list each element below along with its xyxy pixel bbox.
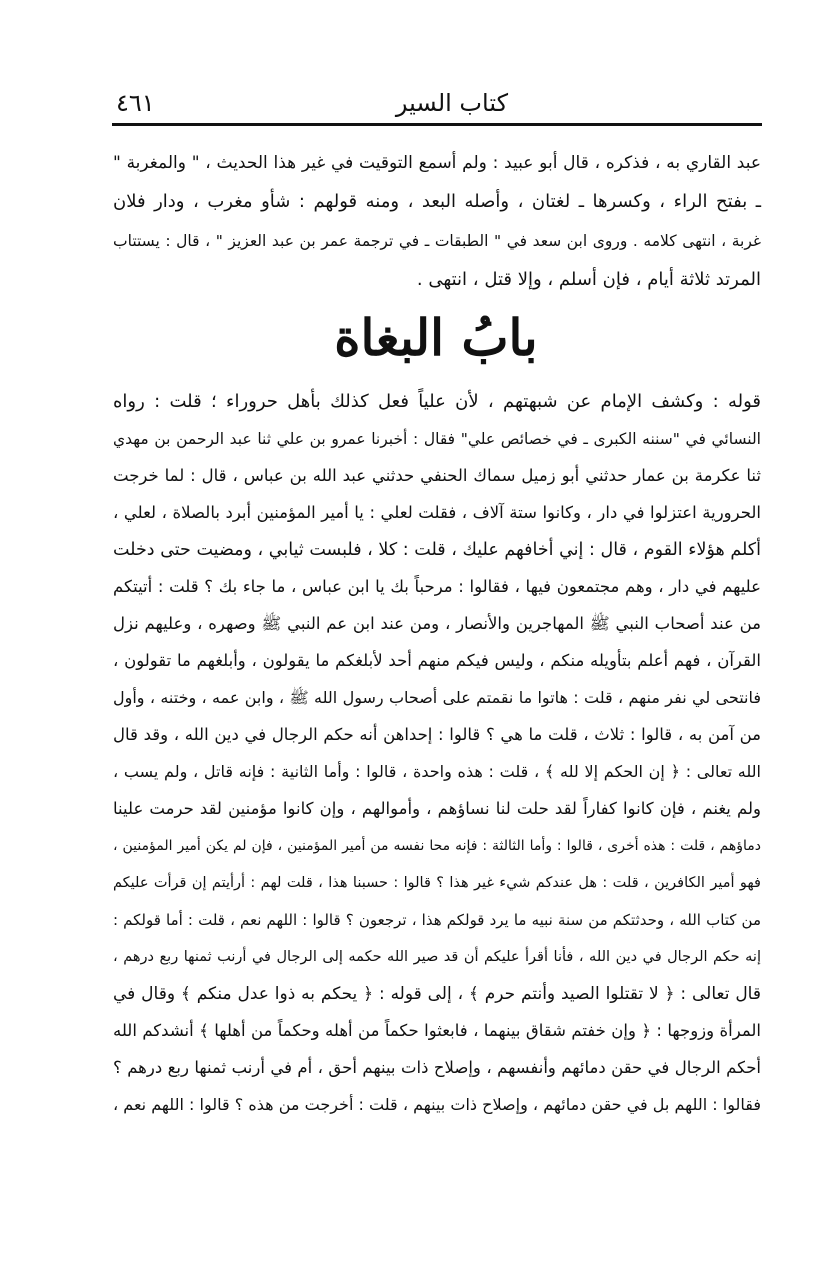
body-line: النسائي في "سننه الكبرى ـ في خصائص علي" فقال : أخبرنا عمرو بن علي ثنا عبد الرحمن بن مهدي <box>113 430 761 448</box>
body-line: إنه حكم الرجال في دين الله ، فأنا أقرأ عليكم أن قد صير الله حكمه إلى الرجال في أرنب ثمنها ربع درهم ، <box>113 949 761 965</box>
intro-line: ـ بفتح الراء ، وكسرها ـ لغتان ، وأصله البعد ، ومنه قولهم : شأو مغرب ، ودار فلان <box>113 191 761 212</box>
body-line: المرأة وزوجها : ﴿ وإن خفتم شقاق بينهما ، فابعثوا حكماً من أهله وحكماً من أهلها ﴾ أنشدكم الله <box>113 1021 761 1040</box>
running-title: كتاب السير <box>395 89 508 117</box>
body-line: الحرورية اعتزلوا في دار ، وكانوا ستة آلاف ، فقلت لعلي : يا أمير المؤمنين أبرد بالصلاة ، لعلي ، <box>113 503 761 522</box>
intro-line: عبد القاري به ، فذكره ، قال أبو عبيد : ولم أسمع التوقيت في غير هذا الحديث ، " والمغربة " <box>113 153 761 173</box>
header-rule <box>112 123 762 126</box>
body-line: القرآن ، فهم أعلم بتأويله منكم ، وليس فيكم منهم أحد لأبلغكم ما يقولون ، وأبلغهم ما تقولون ، <box>113 651 761 670</box>
body-line: عليهم في دار ، وهم مجتمعون فيها ، فقالوا : مرحباً بك يا ابن عباس ، ما جاء بك ؟ قلت : أتيتكم <box>113 577 761 596</box>
body-line: قال تعالى : ﴿ لا تقتلوا الصيد وأنتم حرم ﴾ ، إلى قوله : ﴿ يحكم به ذوا عدل منكم ﴾ وقال في <box>113 984 761 1004</box>
section-title: بابُ البغاة <box>334 308 538 367</box>
body-line: أكلم هؤلاء القوم ، قال : إني أخافهم عليك ، قلت : كلا ، فلبست ثيابي ، ومضيت حتى دخلت <box>113 540 761 560</box>
body-line: ولم يغنم ، فإن كانوا كفاراً لقد حلت لنا نساؤهم ، وأموالهم ، وإن كانوا مؤمنين لقد حرمت علينا <box>113 799 761 818</box>
body-line: الله تعالى : ﴿ إن الحكم إلا لله ﴾ ، قلت : هذه واحدة ، قالوا : وأما الثانية : فإنه قاتل ، ولم يسب ، <box>113 762 761 781</box>
body-line: من آمن به ، قالوا : ثلاث ، قلت ما هي ؟ قالوا : إحداهن أنه حكم الرجال في دين الله ، وقد قال <box>113 725 761 744</box>
intro-line: غربة ، انتهى كلامه . وروى ابن سعد في " الطبقات ـ في ترجمة عمر بن عبد العزيز " ، قال : يستتاب <box>113 232 761 250</box>
body-line: قوله : وكشف الإمام عن شبهتهم ، لأن علياً فعل كذلك بأهل حروراء ؛ قلت : رواه <box>113 391 761 412</box>
body-line: فهو أمير الكافرين ، قلت : هل عندكم شيء غير هذا ؟ قالوا : حسبنا هذا ، قلت لهم : أرأيتم إن قرأت عليكم <box>113 875 761 891</box>
page-header <box>110 86 758 122</box>
intro-line: المرتد ثلاثة أيام ، فإن أسلم ، وإلا قتل ، انتهى . <box>416 269 761 290</box>
body-line: من عند أصحاب النبي ﷺ المهاجرين والأنصار ، ومن عند ابن عم النبي ﷺ وصهره ، وعليهم نزل <box>113 614 761 633</box>
body-line: فقالوا : اللهم بل في حقن دمائهم ، وإصلاح ذات بينهم ، قلت : أخرجت من هذه ؟ قالوا : اللهم نعم ، <box>113 1095 761 1114</box>
body-line: ثنا عكرمة بن عمار حدثني أبو زميل سماك الحنفي حدثني عبد الله بن عباس ، قال : لما خرجت <box>113 466 761 485</box>
body-line: فانتحى لي نفر منهم ، قلت : هاتوا ما نقمتم على أصحاب رسول الله ﷺ ، وابن عمه ، وختنه ، وأول <box>113 688 761 707</box>
body-line: أحكم الرجال في حقن دمائهم وأنفسهم ، وإصلاح ذات بينهم أحق ، أم في أرنب ثمنها ربع درهم ؟ <box>113 1058 761 1077</box>
page-number: ٤٦١ <box>116 89 155 117</box>
body-line: من كتاب الله ، وحدثتكم من سنة نبيه ما يرد قولكم هذا ، ترجعون ؟ قالوا : اللهم نعم ، قلت : أما قولكم : <box>113 911 761 929</box>
body-line: دماؤهم ، قلت : هذه أخرى ، قالوا : وأما الثالثة : فإنه محا نفسه من أمير المؤمنين ، فإن لم يكن أمير المؤمنين ، <box>113 838 761 854</box>
